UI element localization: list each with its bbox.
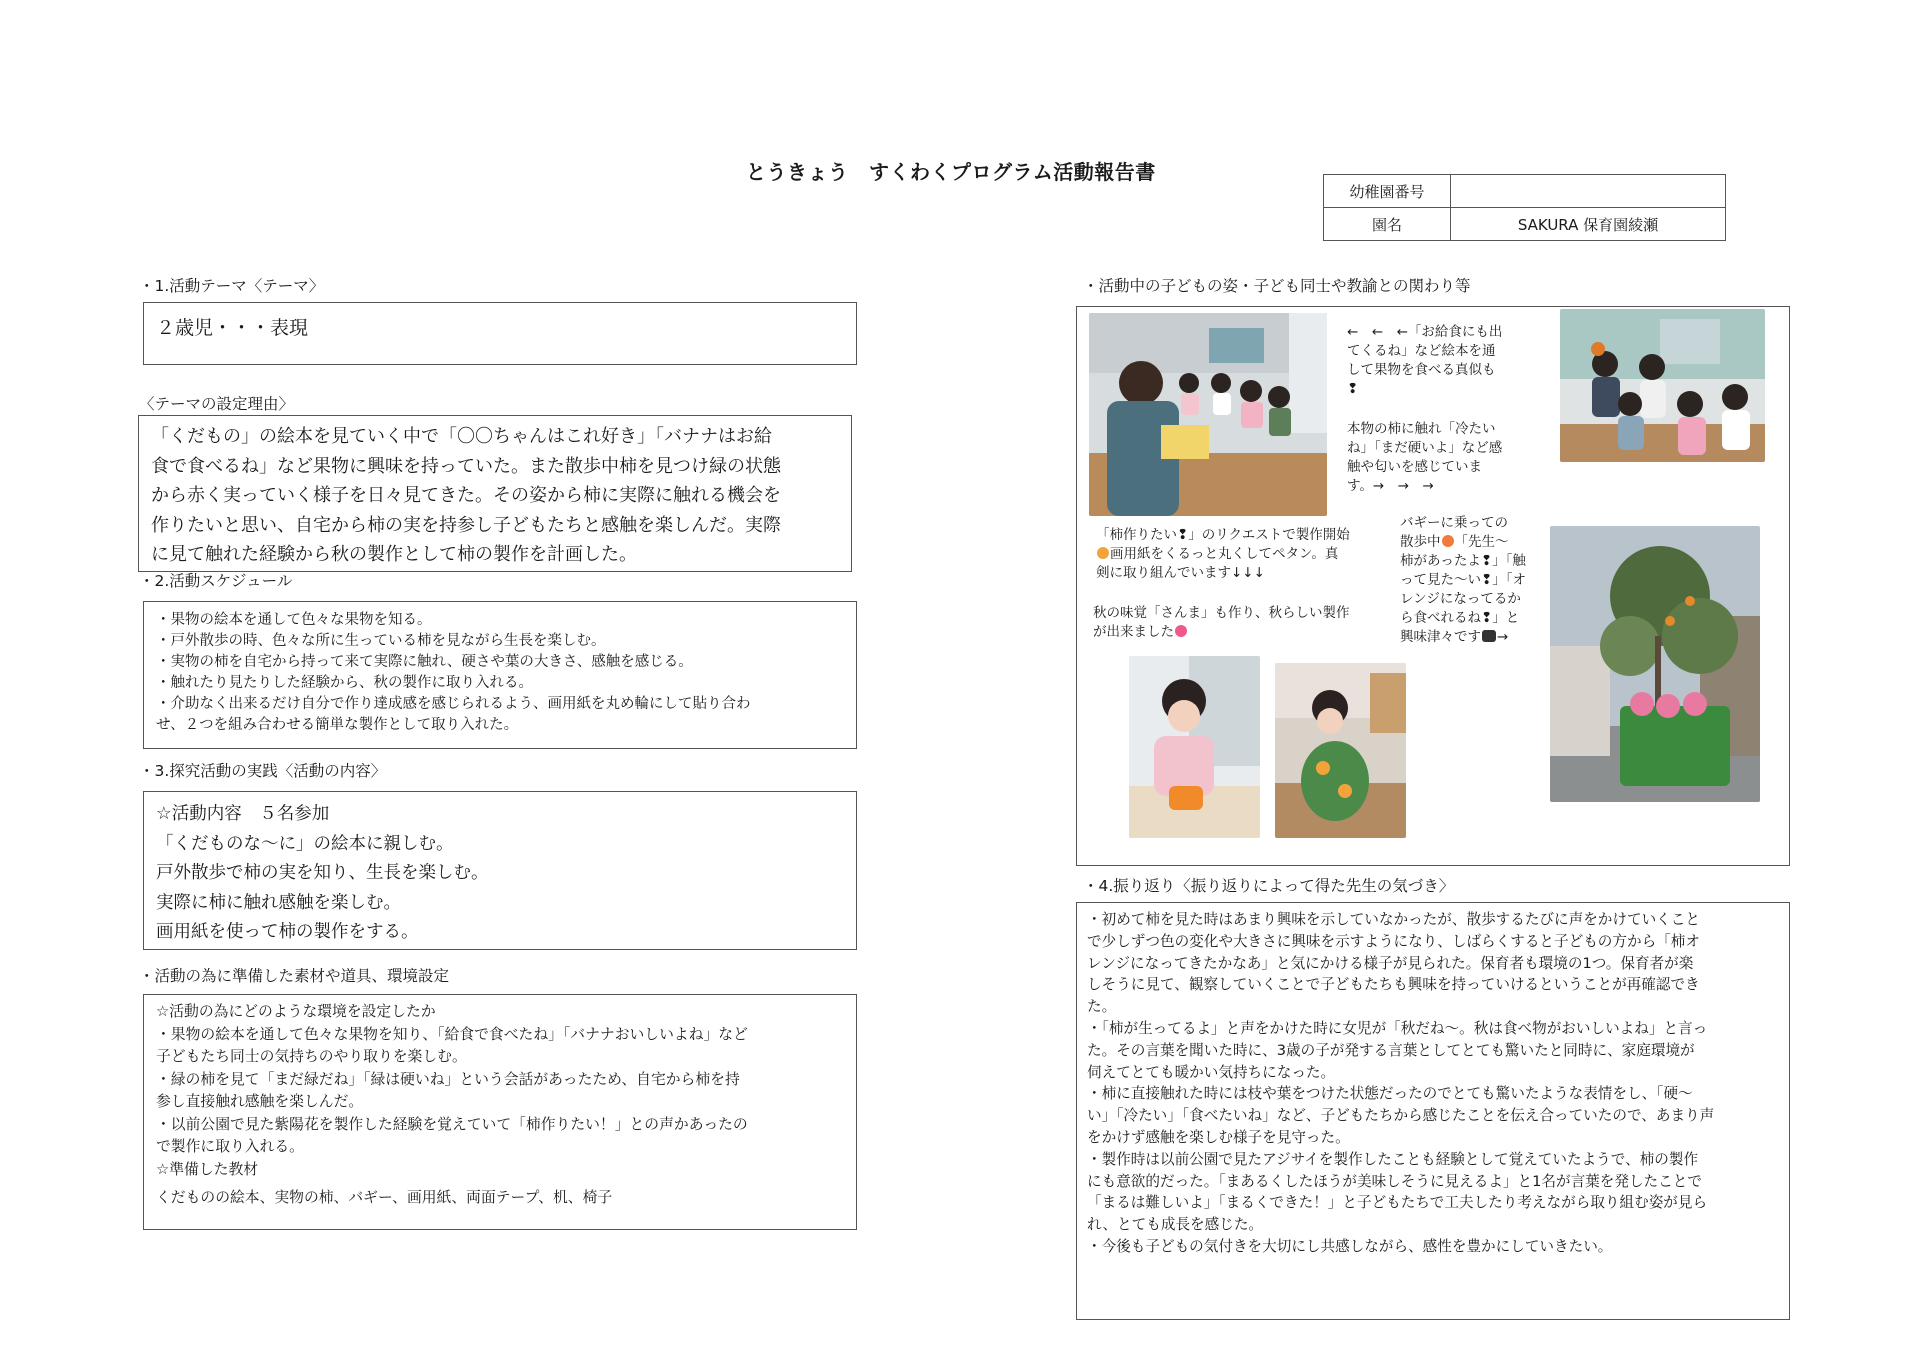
heart-icon [1175, 625, 1187, 637]
note-line: 「先生～ [1454, 534, 1509, 550]
practice-line: ☆活動内容 ５名参加 [156, 804, 330, 824]
reflection-text [1087, 909, 1714, 1258]
materials-line: ☆準備した教材 [156, 1160, 259, 1178]
schedule-line: ・触れたり見たりした経験から、秋の製作に取り入れる。 [156, 675, 533, 691]
reflection-box [1076, 902, 1790, 1320]
practice-box [143, 791, 857, 950]
schedule-line: ・戸外散歩の時、色々な所に生っている柿を見ながら生長を楽しむ。 [156, 633, 606, 649]
materials-line: ・以前公園で見た紫陽花を製作した経験を覚えていて「柿作りたい！」との声かあったの [156, 1115, 748, 1133]
note-line: 興味津々です [1400, 629, 1481, 645]
school-number-value [1451, 175, 1726, 208]
reflection-line: ・今後も子どもの気付きを大切にし共感しながら、感性を豊かにしていきたい。 [1087, 1237, 1613, 1255]
reflection-line: た。その言葉を聞いた時に、3歳の子が発する言葉としてとても驚いたと同時に、家庭環境が [1087, 1041, 1695, 1059]
note-real-persimmon [1347, 420, 1502, 496]
materials-line: ☆活動の為にどのような環境を設定したか [156, 1003, 436, 1020]
photo-girl-craft-art [1275, 663, 1406, 838]
note-line: ね」「まだ硬いよ」など感 [1347, 440, 1503, 456]
school-info-table [1323, 174, 1726, 241]
note-line: 本物の柿に触れ「冷たい [1347, 421, 1496, 437]
reflection-line: ・製作時は以前公園で見たアジサイを製作したことも経験として覚えていたようで、柿の製作 [1087, 1150, 1699, 1168]
materials-line: ・果物の絵本を通して色々な果物を知り、「給食で食べたね」「バナナおいしいよね」など [156, 1025, 748, 1043]
reflection-line: にも意欲的だった。「まあるくしたほうが美味しそうに見えるよ」と1名が言葉を発したことで [1087, 1172, 1702, 1190]
reflection-line: た。 [1087, 998, 1117, 1016]
reason-box [138, 415, 852, 572]
reflection-line: 伺えてとても暖かい気持ちになった。 [1087, 1063, 1336, 1081]
note-line: が出来ました [1093, 624, 1174, 640]
photo-buggy-tree [1550, 526, 1760, 802]
note-line: 「柿作りたい❢」のリクエストで製作開始 [1096, 527, 1350, 543]
photo-teacher-reading [1089, 313, 1327, 516]
note-line: 剣に取り組んでいます↓↓↓ [1096, 565, 1265, 581]
reflection-line: で少しずつ色の変化や大きさに興味を示すようになり、しばらくすると子どもの方から「柿オ [1087, 932, 1700, 950]
note-line: 画用紙をくるっと丸くしてペタン。真 [1110, 546, 1339, 562]
schedule-text [156, 610, 751, 736]
schedule-label: ・2.活動スケジュール [139, 572, 293, 590]
schedule-line: ・実物の柿を自宅から持って来て実際に触れ、硬さや葉の大きさ、感触を感じる。 [156, 654, 693, 670]
note-line: ← ← ←「お給食にも出 [1347, 324, 1503, 340]
photo-girl-craft [1275, 663, 1406, 838]
materials-label: ・活動の為に準備した素材や道具、環境設定 [139, 967, 450, 985]
note-line: ら食べれるね❢」と [1400, 610, 1520, 626]
photo-children-persimmon-art [1560, 309, 1765, 462]
note-line: 柿があったよ❢」「触 [1400, 553, 1526, 569]
reason-line: 「くだもの」の絵本を見ていく中で「〇〇ちゃんはこれ好き」「バナナはお給 [151, 426, 772, 447]
note-line: バギーに乗っての [1400, 515, 1508, 531]
school-name-value: SAKURA 保育園綾瀬 [1451, 208, 1726, 241]
reflection-line: ・柿に直接触れた時には枝や葉をつけた状態だったのでとても驚いたような表情をし、「硬～ [1087, 1085, 1693, 1103]
reflection-line: レンジになってきたかなあ」と気にかける様子が見られた。保育者も環境の1つ。保育者が楽 [1087, 954, 1694, 972]
note-sanma [1093, 604, 1350, 642]
practice-label: ・3.探究活動の実践〈活動の内容〉 [139, 762, 387, 780]
reason-line: に見て触れた経験から秋の製作として柿の製作を計画した。 [151, 544, 637, 565]
emoji-icon [1097, 547, 1109, 559]
photo-teacher-reading-art [1089, 313, 1327, 516]
note-line: → [1497, 629, 1509, 645]
school-name-label: 園名 [1324, 208, 1451, 241]
note-line: レンジになってるか [1400, 591, 1521, 607]
photo-buggy-tree-art [1550, 526, 1760, 802]
theme-box [143, 302, 857, 365]
reflection-line: ・初めて柿を見た時はあまり興味を示していなかったが、散歩するたびに声をかけていくこと [1087, 911, 1700, 928]
page-title: とうきょう すくわくプログラム活動報告書 [746, 160, 1156, 184]
reason-text [151, 422, 781, 570]
materials-text [156, 1001, 748, 1210]
reflection-line: れ、とても成長を感じた。 [1087, 1216, 1264, 1234]
children-label: ・活動中の子どもの姿・子ども同士や教諭との関わり等 [1083, 277, 1471, 295]
schedule-box [143, 601, 857, 749]
materials-line: くだものの絵本、実物の柿、バギー、画用紙、両面テープ、机、椅子 [156, 1189, 613, 1206]
photo-girl-making [1129, 656, 1260, 838]
note-line: ❢ [1347, 381, 1359, 397]
note-line: てくるね」など絵本を通 [1347, 343, 1496, 359]
note-buggy-walk [1400, 514, 1526, 647]
note-line: 散歩中 [1400, 534, 1441, 550]
note-line: す。→ → → [1347, 478, 1434, 494]
theme-value: ２歳児・・・表現 [156, 317, 309, 339]
practice-line: 実際に柿に触れ感触を楽しむ。 [156, 892, 401, 913]
note-picture-book [1347, 323, 1502, 399]
materials-line: 子どもたち同士の気持ちのやり取りを楽しむ。 [156, 1048, 467, 1065]
note-line: 触や匂いを感じていま [1347, 459, 1482, 475]
practice-line: 戸外散歩で柿の実を知り、生長を楽しむ。 [156, 863, 489, 883]
reason-line: 食で食べるね」など果物に興味を持っていた。また散歩中柿を見つけ緑の状態 [151, 455, 781, 477]
reflection-line: をかけず感触を楽しむ様子を見守った。 [1087, 1128, 1350, 1146]
theme-label: ・1.活動テーマ〈テーマ〉 [139, 277, 325, 295]
reflection-line: しそうに見て、観察していくことで子どもたちも興味を持っていけるということが再確認でき [1087, 976, 1700, 994]
materials-line: ・緑の柿を見て「まだ緑だね」「緑は硬いね」という会話があったため、自宅から柿を持 [156, 1070, 740, 1088]
reflection-line: ・「柿が生ってるよ」と声をかけた時に女児が「秋だね～。秋は食べ物がおいしいよね」と言っ [1087, 1019, 1708, 1037]
practice-text [156, 800, 489, 948]
note-line: って見た～い❢」「オ [1400, 572, 1527, 588]
reason-line: から赤く実っていく様子を日々見てきた。その姿から柿に実際に触れる機会を [151, 485, 781, 506]
photo-girl-making-art [1129, 656, 1260, 838]
reason-label: 〈テーマの設定理由〉 [139, 395, 295, 413]
schedule-line: ・介助なく出来るだけ自分で作り達成感を感じられるよう、画用紙を丸め輪にして貼り合わ [156, 696, 751, 712]
reflection-label: ・4.振り返り〈振り返りによって得た先生の気づき〉 [1083, 877, 1455, 895]
note-line: して果物を食べる真似も [1347, 362, 1496, 378]
school-number-label: 幼稚園番号 [1324, 175, 1451, 208]
reflection-line: い」「冷たい」「食べたいね」など、子どもたちから感じたことを伝え合っていたので、あまり声 [1087, 1107, 1715, 1125]
materials-line: で製作に取り入れる。 [156, 1138, 304, 1155]
reflection-line: 「まるは難しいよ」「まるくできた！」と子どもたちで工夫したり考えながら取り組む姿が見ら [1087, 1194, 1708, 1212]
materials-box [143, 994, 857, 1230]
note-line: 秋の味覚「さんま」も作り、秋らしい製作 [1093, 605, 1350, 621]
eyes-icon [1482, 630, 1496, 642]
practice-line: 画用紙を使って柿の製作をする。 [156, 922, 419, 942]
schedule-line: ・果物の絵本を通して色々な果物を知る。 [156, 612, 432, 628]
materials-line: 参し直接触れ感触を楽しんだ。 [156, 1093, 364, 1110]
persimmon-icon [1442, 535, 1454, 547]
reason-line: 作りたいと思い、自宅から柿の実を持参し子どもたちと感触を楽しんだ。実際 [151, 514, 781, 536]
photo-children-persimmon [1560, 309, 1765, 462]
note-making-request [1096, 526, 1350, 583]
schedule-line: せ、２つを組み合わせる簡単な製作として取り入れた。 [156, 717, 519, 733]
practice-line: 「くだものな～に」の絵本に親しむ。 [156, 833, 454, 854]
